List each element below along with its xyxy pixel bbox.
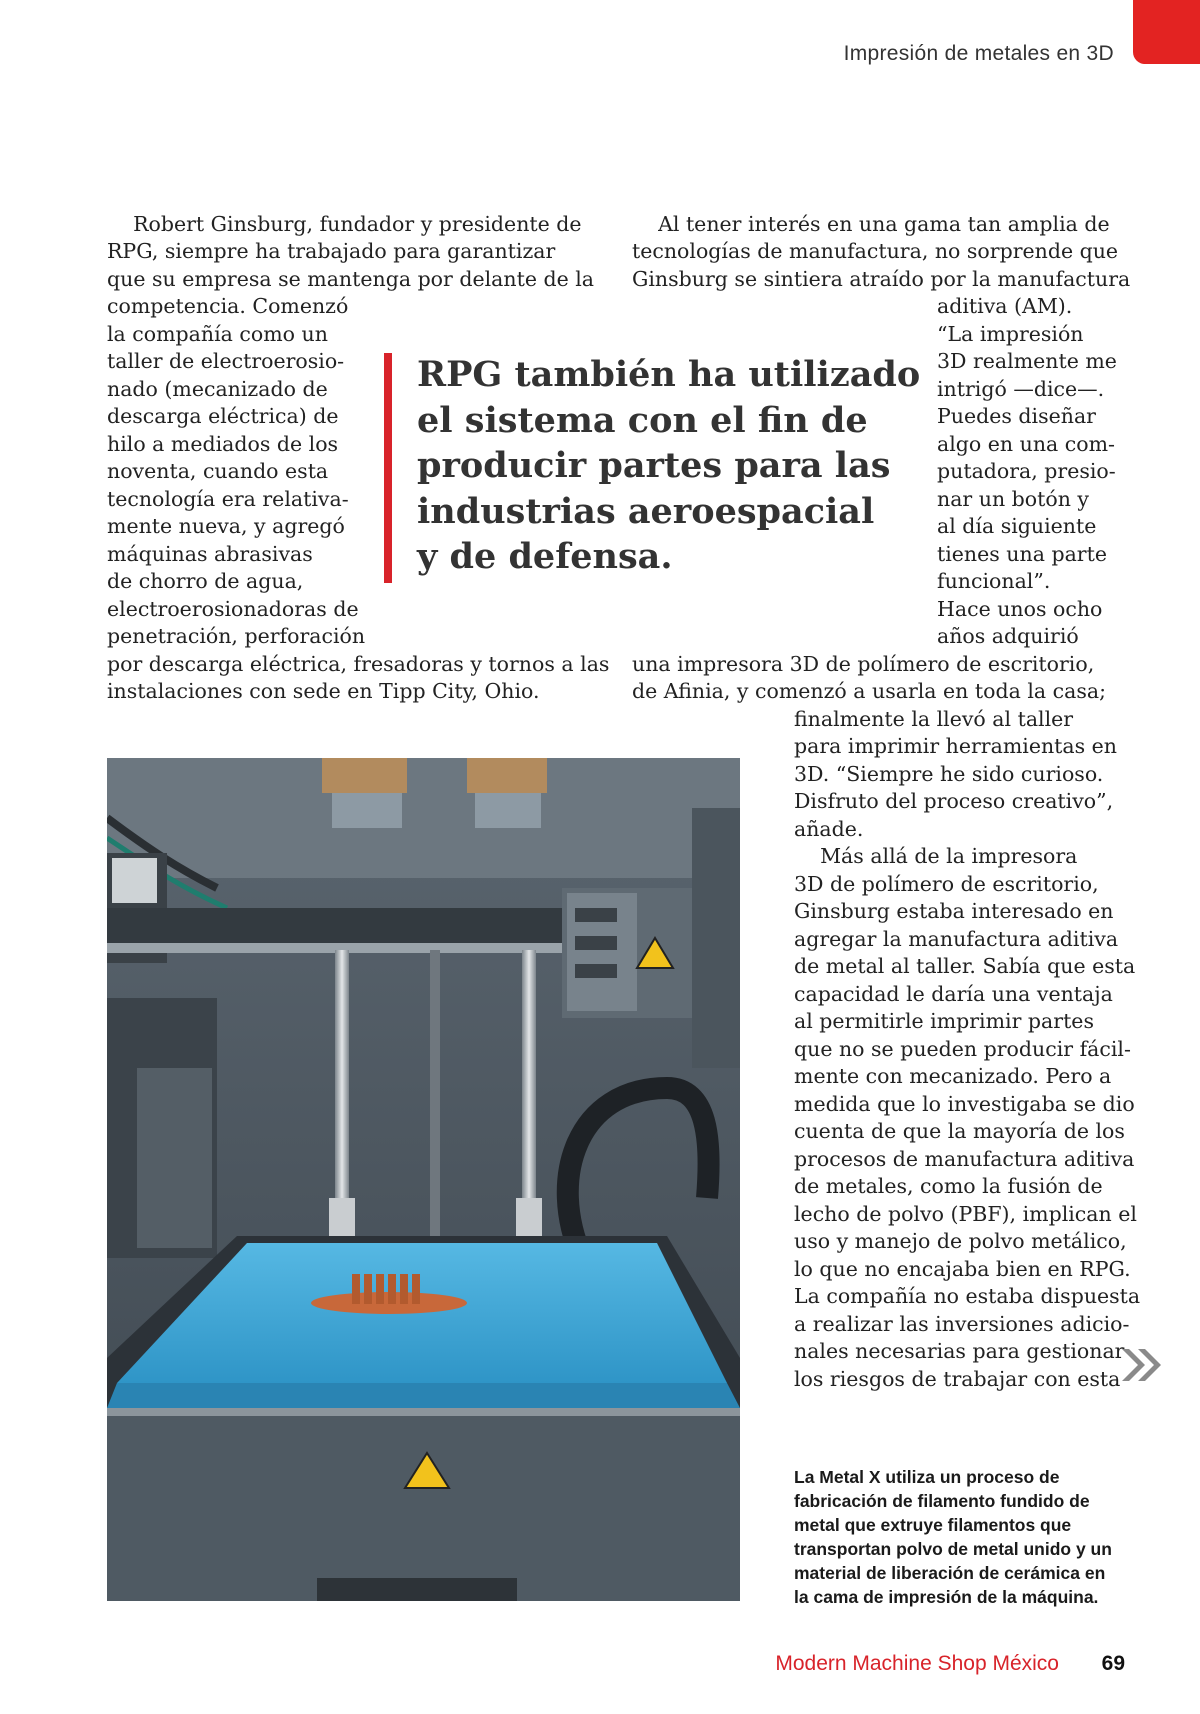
text-line: tecnologías de manufactura, no sorprende que bbox=[632, 239, 1119, 263]
text-line: de metal al taller. Sabía que esta bbox=[794, 954, 1136, 978]
text-line: descarga eléctrica) de bbox=[107, 404, 339, 428]
text-line: instalaciones con sede en Tipp City, Ohio. bbox=[107, 679, 540, 703]
text-line: medida que lo investigaba se dio bbox=[794, 1092, 1135, 1116]
text-line: al día siguiente bbox=[937, 514, 1097, 538]
text-line: aditiva (AM). bbox=[937, 294, 1073, 318]
text-line: 3D realmente me bbox=[937, 349, 1117, 373]
text-line: penetración, perforación bbox=[107, 624, 366, 648]
text-line: Ginsburg estaba interesado en bbox=[794, 899, 1114, 923]
text-line: algo en una com- bbox=[937, 432, 1115, 456]
printer-photo bbox=[107, 758, 740, 1601]
pull-quote-line: RPG también ha utilizado bbox=[417, 354, 921, 395]
page-tab-marker bbox=[1133, 0, 1200, 64]
text-line: añade. bbox=[794, 817, 864, 841]
double-chevron-right-icon bbox=[1118, 1345, 1166, 1385]
pull-quote-line: industrias aeroespacial bbox=[417, 490, 875, 532]
text-line: Ginsburg se sintiera atraído por la manufactura bbox=[632, 267, 1131, 291]
text-line: Robert Ginsburg, fundador y presidente de bbox=[107, 212, 582, 236]
text-line: RPG, siempre ha trabajado para garantizar bbox=[107, 239, 556, 263]
caption-line: metal que extruye filamentos que bbox=[794, 1515, 1072, 1535]
text-line: hilo a mediados de los bbox=[107, 432, 339, 456]
page-number: 69 bbox=[1101, 1652, 1125, 1675]
text-line: lo que no encajaba bien en RPG. bbox=[794, 1257, 1131, 1281]
text-line: funcional”. bbox=[937, 569, 1051, 593]
caption-line: La Metal X utiliza un proceso de bbox=[794, 1467, 1060, 1487]
caption-line: material de liberación de cerámica en bbox=[794, 1563, 1106, 1583]
text-line: capacidad le daría una ventaja bbox=[794, 982, 1113, 1006]
text-line: nado (mecanizado de bbox=[107, 377, 328, 401]
text-line: Hace unos ocho bbox=[937, 597, 1103, 621]
text-line: nales necesarias para gestionar bbox=[794, 1339, 1125, 1363]
text-line: competencia. Comenzó bbox=[107, 294, 349, 318]
text-line: Al tener interés en una gama tan amplia de bbox=[632, 212, 1110, 236]
text-line: taller de electroerosio- bbox=[107, 349, 345, 373]
caption-line: la cama de impresión de la máquina. bbox=[794, 1587, 1099, 1607]
text-line: agregar la manufactura aditiva bbox=[794, 927, 1119, 951]
text-line: por descarga eléctrica, fresadoras y tornos a las bbox=[107, 652, 610, 676]
caption-line: transportan polvo de metal unido y un bbox=[794, 1539, 1112, 1559]
text-line: para imprimir herramientas en bbox=[794, 734, 1117, 758]
pull-quote-line: y de defensa. bbox=[417, 536, 673, 577]
text-line: noventa, cuando esta bbox=[107, 459, 329, 483]
text-line: uso y manejo de polvo metálico, bbox=[794, 1229, 1127, 1253]
text-line: la compañía como un bbox=[107, 322, 328, 346]
text-line: electroerosionadoras de bbox=[107, 597, 359, 621]
text-line: 3D. “Siempre he sido curioso. bbox=[794, 762, 1104, 786]
caption-line: fabricación de filamento fundido de bbox=[794, 1491, 1090, 1511]
pull-quote bbox=[417, 352, 920, 580]
photo-caption bbox=[794, 1465, 1124, 1609]
text-line: Puedes diseñar bbox=[937, 404, 1096, 428]
pull-quote-bar bbox=[384, 353, 392, 583]
section-title: Impresión de metales en 3D bbox=[843, 42, 1114, 65]
text-line: mente con mecanizado. Pero a bbox=[794, 1064, 1112, 1088]
text-line: 3D de polímero de escritorio, bbox=[794, 872, 1099, 896]
pull-quote-line: el sistema con el fin de bbox=[417, 399, 868, 441]
text-line: mente nueva, y agregó bbox=[107, 514, 345, 538]
text-line: de chorro de agua, bbox=[107, 569, 304, 593]
text-line: “La impresión bbox=[937, 322, 1084, 346]
text-line: a realizar las inversiones adicio- bbox=[794, 1312, 1130, 1336]
text-line: de metales, como la fusión de bbox=[794, 1174, 1103, 1198]
text-line: tienes una parte bbox=[937, 542, 1107, 566]
pull-quote-line: producir partes para las bbox=[417, 445, 891, 486]
text-line: que su empresa se mantenga por delante de la bbox=[107, 267, 595, 291]
text-line: nar un botón y bbox=[937, 487, 1090, 511]
text-line: de Afinia, y comenzó a usarla en toda la casa; bbox=[632, 679, 1106, 703]
text-line: los riesgos de trabajar con esta bbox=[794, 1367, 1121, 1391]
text-line: intrigó —dice—. bbox=[937, 377, 1105, 401]
text-line: putadora, presio- bbox=[937, 459, 1116, 483]
text-line: Más allá de la impresora bbox=[794, 844, 1078, 868]
text-line: una impresora 3D de polímero de escritorio, bbox=[632, 652, 1095, 676]
text-line: máquinas abrasivas bbox=[107, 542, 313, 566]
text-line: finalmente la llevó al taller bbox=[794, 707, 1074, 731]
text-line: al permitirle imprimir partes bbox=[794, 1009, 1094, 1033]
text-line: Disfruto del proceso creativo”, bbox=[794, 789, 1114, 813]
text-line: años adquirió bbox=[937, 624, 1079, 648]
publication-name: Modern Machine Shop México bbox=[775, 1652, 1059, 1675]
text-line: tecnología era relativa- bbox=[107, 487, 349, 511]
text-line: La compañía no estaba dispuesta bbox=[794, 1284, 1141, 1308]
text-line: lecho de polvo (PBF), implican el bbox=[794, 1202, 1137, 1226]
text-line: que no se pueden producir fácil- bbox=[794, 1037, 1131, 1061]
text-line: procesos de manufactura aditiva bbox=[794, 1147, 1135, 1171]
text-line: cuenta de que la mayoría de los bbox=[794, 1119, 1125, 1143]
